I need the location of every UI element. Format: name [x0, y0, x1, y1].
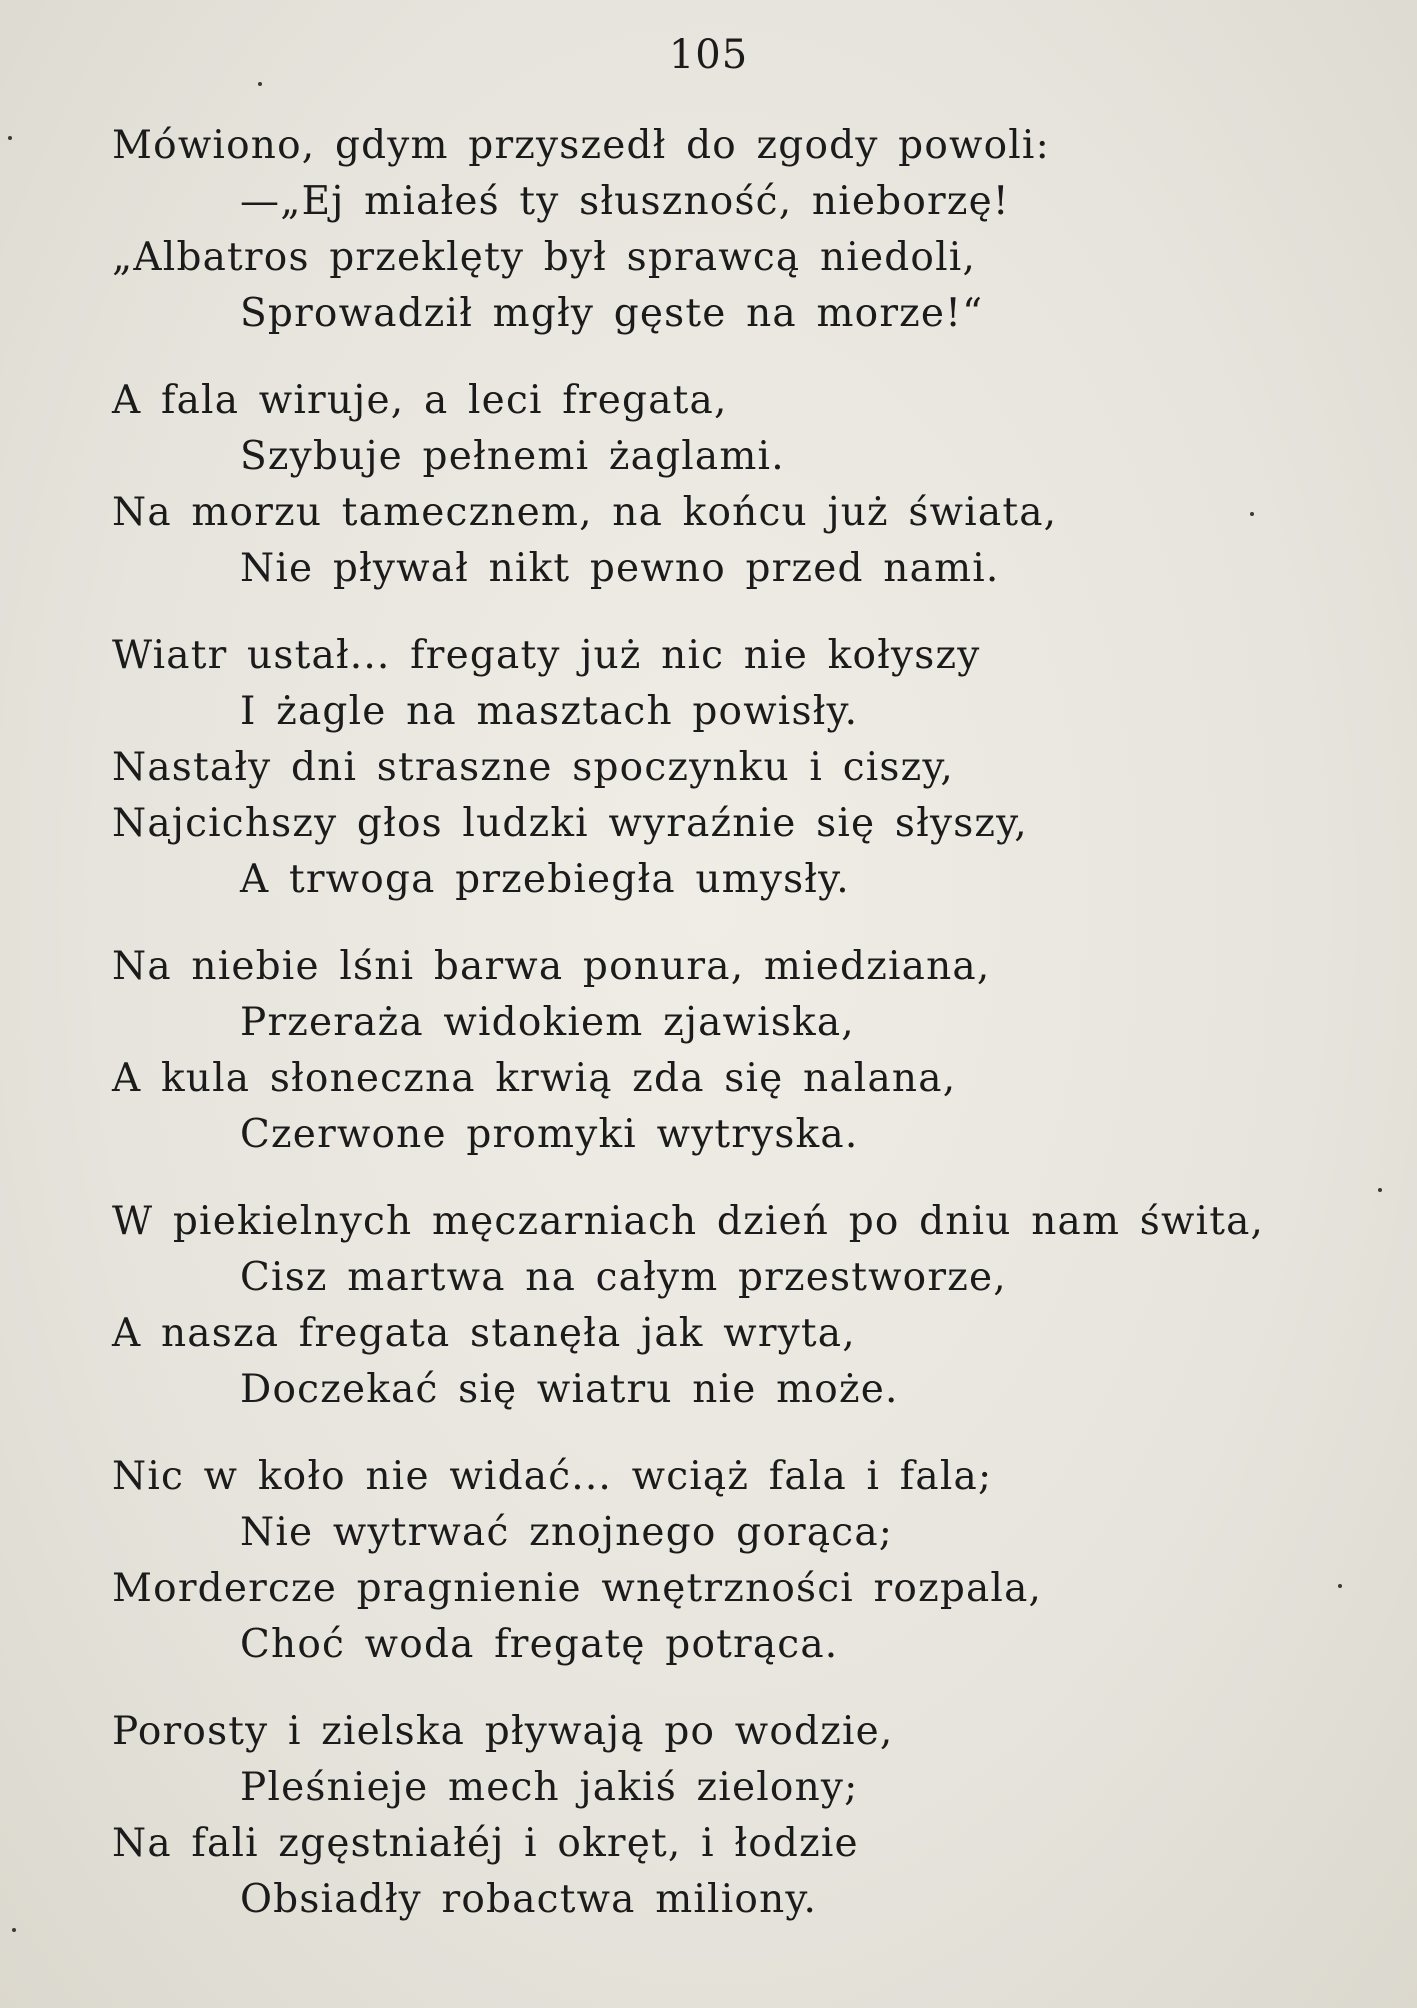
stanza-5: [112, 1194, 1362, 1418]
print-speck: [12, 1928, 16, 1932]
poem-line: Cisz martwa na całym przestworze,: [240, 1255, 1007, 1300]
page-number: 105: [668, 32, 749, 78]
poem-line: Wiatr ustał... fregaty już nic nie kołyszy: [112, 633, 981, 678]
poem-line: A fala wiruje, a leci fregata,: [112, 378, 728, 423]
poem-line: W piekielnych męczarniach dzień po dniu nam świta,: [112, 1199, 1265, 1244]
stanza-7: [112, 1704, 1362, 1928]
poem-line: A trwoga przebiegła umysły.: [240, 857, 850, 902]
poem-line: Sprowadził mgły gęste na morze!“: [240, 291, 984, 336]
print-speck: [258, 82, 262, 86]
poem-line: „Albatros przeklęty był sprawcą niedoli,: [112, 235, 977, 280]
poem-line: Obsiadły robactwa miliony.: [240, 1877, 818, 1922]
poem-line: Na fali zgęstniałéj i okręt, i łodzie: [112, 1821, 859, 1866]
print-speck: [8, 136, 12, 140]
poem-line: Nastały dni straszne spoczynku i ciszy,: [112, 745, 955, 790]
poem-line: —„Ej miałeś ty słuszność, nieborzę!: [240, 179, 1010, 224]
poem-line: Mówiono, gdym przyszedł do zgody powoli:: [112, 123, 1050, 168]
print-speck: [1378, 1188, 1382, 1192]
print-speck: [1338, 1584, 1342, 1588]
poem-line: Porosty i zielska pływają po wodzie,: [112, 1709, 894, 1754]
print-speck: [1250, 512, 1254, 516]
poem-line: Na niebie lśni barwa ponura, miedziana,: [112, 944, 991, 989]
stanza-1: [112, 118, 1362, 342]
stanza-6: [112, 1449, 1362, 1673]
stanza-4: [112, 939, 1362, 1163]
stanza-2: [112, 373, 1362, 597]
poem-line: Nie pływał nikt pewno przed nami.: [240, 546, 1000, 591]
poem-line: Najcichszy głos ludzki wyraźnie się słyszy,: [112, 801, 1028, 846]
poem-line: Czerwone promyki wytryska.: [240, 1112, 859, 1157]
poem-line: Mordercze pragnienie wnętrzności rozpala,: [112, 1566, 1043, 1611]
poem: [112, 118, 1362, 1959]
poem-line: A nasza fregata stanęła jak wryta,: [112, 1311, 856, 1356]
stanza-3: [112, 628, 1362, 908]
poem-line: A kula słoneczna krwią zda się nalana,: [112, 1056, 957, 1101]
poem-line: Przeraża widokiem zjawiska,: [240, 1000, 855, 1045]
poem-line: Nie wytrwać znojnego gorąca;: [240, 1510, 894, 1555]
poem-line: Doczekać się wiatru nie może.: [240, 1367, 899, 1412]
poem-line: Pleśnieje mech jakiś zielony;: [240, 1765, 859, 1810]
poem-line: Na morzu tamecznem, na końcu już świata,: [112, 490, 1058, 535]
poem-line: Nic w koło nie widać... wciąż fala i fala;: [112, 1454, 993, 1499]
poem-line: Szybuje pełnemi żaglami.: [240, 434, 785, 479]
poem-line: I żagle na masztach powisły.: [240, 689, 859, 734]
poem-line: Choć woda fregatę potrąca.: [240, 1622, 839, 1667]
